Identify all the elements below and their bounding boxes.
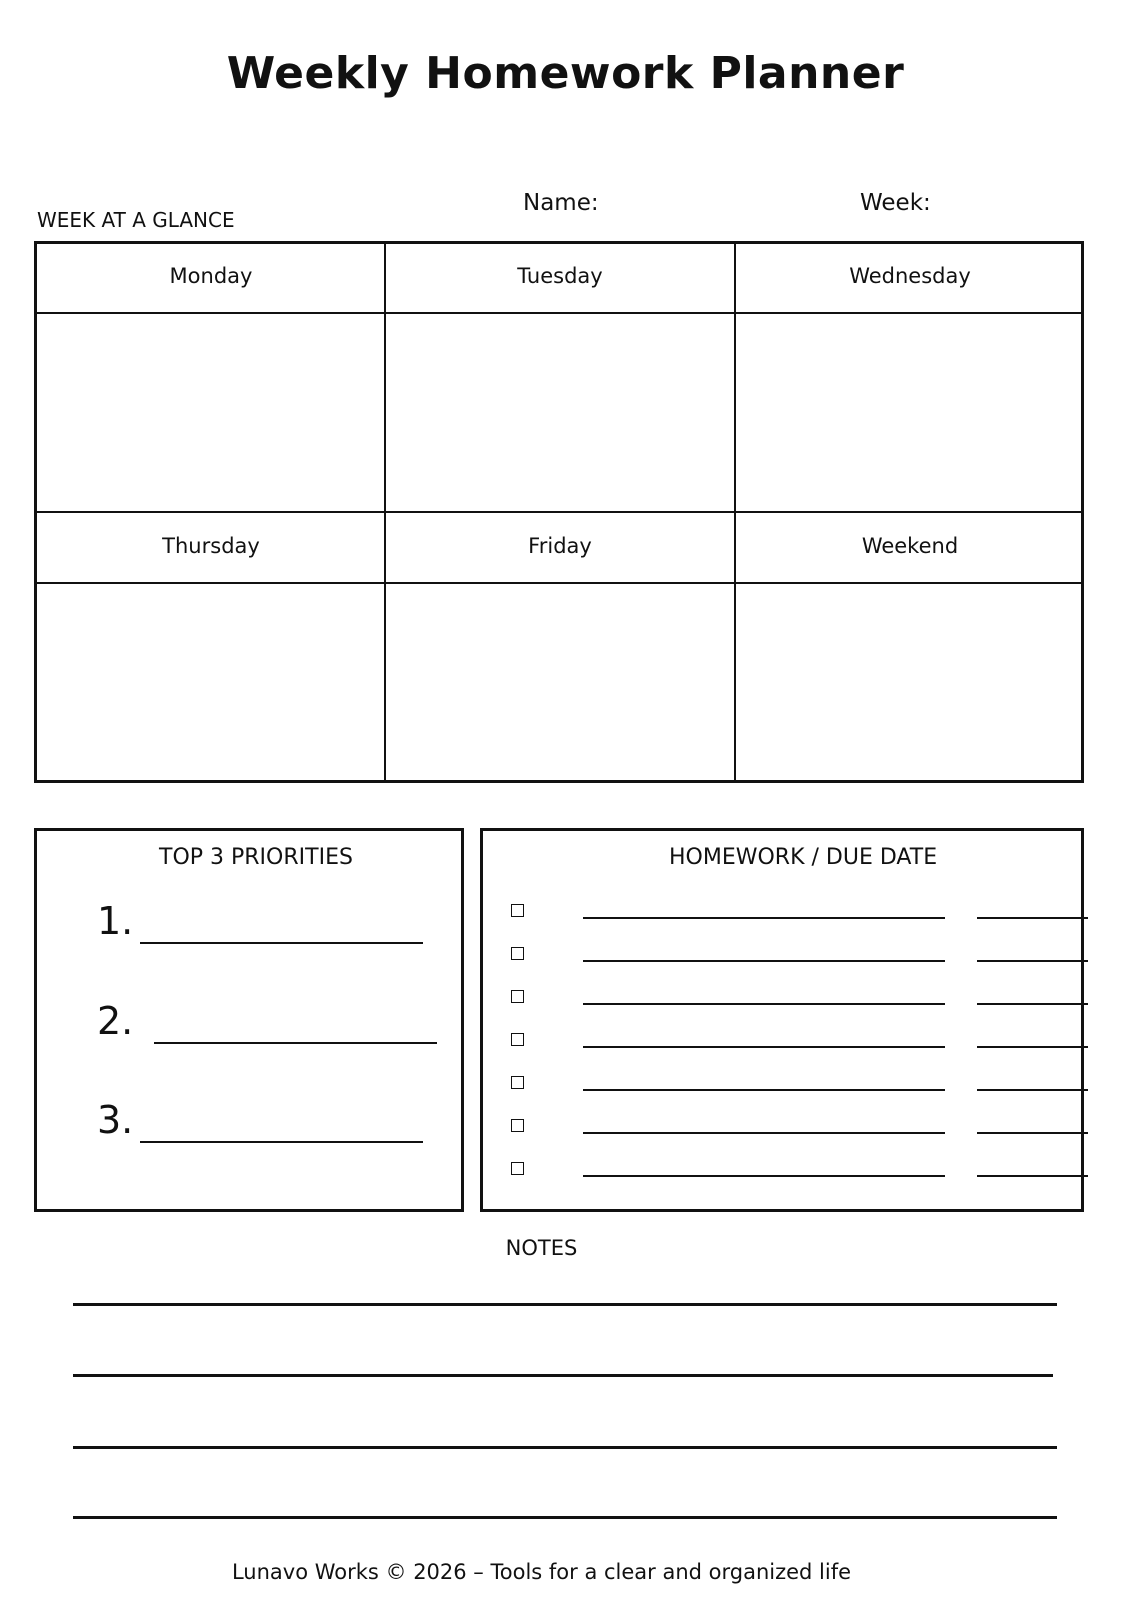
notes-line-3[interactable] — [73, 1446, 1057, 1449]
notes-label: NOTES — [505, 1236, 578, 1260]
notes-line-2[interactable] — [73, 1374, 1053, 1377]
day-cell-friday[interactable] — [386, 584, 734, 780]
week-at-a-glance-grid — [34, 241, 1084, 783]
homework-row — [511, 1031, 1059, 1051]
priorities-box — [34, 828, 464, 1212]
due-date-line[interactable] — [977, 917, 1088, 919]
checkbox[interactable] — [511, 904, 524, 917]
homework-task-line[interactable] — [583, 1089, 945, 1091]
homework-task-line[interactable] — [583, 1003, 945, 1005]
day-cell-weekend[interactable] — [736, 584, 1081, 780]
footer-text: Lunavo Works © 2026 – Tools for a clear and organized life — [231, 1560, 852, 1584]
homework-row — [511, 1160, 1059, 1180]
due-date-line[interactable] — [977, 1175, 1088, 1177]
notes-line-4[interactable] — [73, 1516, 1057, 1519]
day-cell-wednesday[interactable] — [736, 314, 1081, 511]
homework-row — [511, 1074, 1059, 1094]
day-label-tuesday: Tuesday — [517, 264, 603, 288]
due-date-line[interactable] — [977, 960, 1088, 962]
priority-line-1[interactable] — [140, 942, 423, 944]
homework-task-line[interactable] — [583, 917, 945, 919]
name-label: Name: — [523, 190, 599, 216]
homework-title: HOMEWORK / DUE DATE — [669, 845, 938, 870]
checkbox[interactable] — [511, 1033, 524, 1046]
priority-number: 1. — [97, 899, 134, 943]
checkbox[interactable] — [511, 1076, 524, 1089]
day-label-thursday: Thursday — [162, 534, 260, 558]
day-cell-thursday[interactable] — [37, 584, 384, 780]
day-label-wednesday: Wednesday — [849, 264, 971, 288]
homework-task-line[interactable] — [583, 1046, 945, 1048]
week-label: Week: — [860, 190, 931, 216]
priority-number: 2. — [97, 999, 134, 1043]
priorities-title: TOP 3 PRIORITIES — [159, 845, 353, 870]
checkbox[interactable] — [511, 990, 524, 1003]
day-label-friday: Friday — [528, 534, 592, 558]
homework-task-line[interactable] — [583, 960, 945, 962]
homework-task-line[interactable] — [583, 1175, 945, 1177]
due-date-line[interactable] — [977, 1089, 1088, 1091]
priority-line-2[interactable] — [154, 1042, 437, 1044]
notes-line-1[interactable] — [73, 1303, 1057, 1306]
day-cell-tuesday[interactable] — [386, 314, 734, 511]
checkbox[interactable] — [511, 1119, 524, 1132]
page-title: Weekly Homework Planner — [226, 48, 905, 99]
day-label-weekend: Weekend — [861, 534, 959, 558]
grid-divider — [37, 511, 1081, 513]
week-at-a-glance-label: WEEK AT A GLANCE — [37, 208, 235, 232]
homework-row — [511, 1117, 1059, 1137]
due-date-line[interactable] — [977, 1132, 1088, 1134]
due-date-line[interactable] — [977, 1046, 1088, 1048]
day-cell-monday[interactable] — [37, 314, 384, 511]
priority-number: 3. — [97, 1098, 134, 1142]
homework-row — [511, 988, 1059, 1008]
due-date-line[interactable] — [977, 1003, 1088, 1005]
day-label-monday: Monday — [169, 264, 253, 288]
homework-row — [511, 902, 1059, 922]
checkbox[interactable] — [511, 1162, 524, 1175]
priority-line-3[interactable] — [140, 1141, 423, 1143]
homework-task-line[interactable] — [583, 1132, 945, 1134]
homework-box — [480, 828, 1084, 1212]
checkbox[interactable] — [511, 947, 524, 960]
homework-row — [511, 945, 1059, 965]
